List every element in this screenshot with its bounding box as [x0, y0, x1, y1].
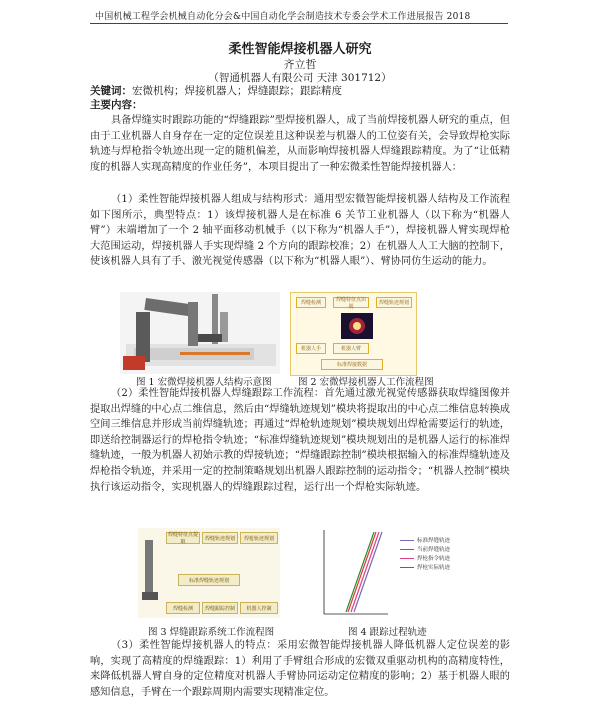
affiliation: （智通机器人有限公司 天津 301712）: [208, 72, 392, 84]
figure-2-workflow: [290, 292, 417, 376]
fig4-line-standard: [354, 532, 382, 612]
figure-3-caption: 图 3 焊缝跟踪系统工作流程图: [148, 627, 275, 638]
fig2-box-arm: 机器人臂: [333, 343, 369, 354]
keywords-text: 宏微机构；焊接机器人；焊缝跟踪；跟踪精度: [132, 85, 342, 97]
running-header: 中国机械工程学会机械自动化分会&中国自动化学会制造技术专委会学术工作进展报告 2018: [95, 12, 471, 22]
figure-1-caption: 图 1 宏微焊接机器人结构示意图: [136, 377, 272, 388]
author: 齐立哲: [283, 58, 317, 71]
paragraph-features: （3）柔性智能焊接机器人的特点：采用宏微智能焊接机器人降低机器人定位误差的影响，实现了高精度的焊缝跟踪：1）利用了手臂组合形成的宏微双重驱动机构的高精度特性，来降低机器人臂自身的定位精度对机器人手臂协同运动定位精度的影响；2）基于机器人眼的感知信息，手臂在一个跟踪周期内需要实现精准定位。: [90, 640, 510, 698]
content-label: 主要内容：: [90, 99, 143, 111]
fig3-box-seam-plan: 焊缝轨迹规划: [202, 532, 238, 544]
figure-4-trajectories: [318, 528, 468, 618]
paragraph-intro: 具备焊缝实时跟踪功能的“焊缝跟踪”型焊接机器人，成了当前焊接机器人研究的重点，但由于工业机器人自身存在一定的定位误差且这种误差与机器人的工位姿有关，会导致焊枪实际轨迹与焊枪指令轨迹出现一定的随机偏差，从而影响焊接机器人焊缝跟踪精度。为了“让低精度的机器人实现高精度的作业任务”，本项目提出了一种宏微柔性智能焊接机器人：: [90, 115, 510, 173]
fig3-box-torch-plan: 焊枪轨迹规划: [240, 532, 278, 544]
fig2-box-standard: 标准焊接数据: [321, 359, 383, 370]
fig3-box-detect: 焊缝检测: [166, 602, 200, 614]
paper-title: 柔性智能焊接机器人研究: [228, 42, 372, 57]
figure-1-robot-photo: [120, 292, 280, 374]
fig3-robot-graphic: [140, 536, 160, 602]
figure-3-tracking-flow: [138, 528, 280, 618]
keywords-label: 关键词：: [90, 85, 132, 97]
figure-4-caption: 图 4 跟踪过程轨迹: [348, 627, 427, 638]
fig4-legend-standard: 标准焊缝轨迹: [400, 536, 450, 544]
header-rule: [90, 23, 508, 24]
fig4-legend-actual: 焊枪实际轨迹: [400, 563, 450, 571]
fig4-line-current: [348, 532, 376, 612]
figure-2-caption: 图 2 宏微焊接机器人工作流程图: [298, 377, 434, 388]
fig3-box-feature: 焊缝特征点提取: [167, 532, 198, 545]
fig4-line-command: [351, 532, 379, 612]
fig2-box-feature: 焊缝特征点识别: [333, 297, 369, 308]
fig2-box-planning: 焊缝轨迹规划: [376, 297, 412, 308]
fig3-box-control: 焊缝跟踪控制: [202, 602, 238, 614]
fig4-legend-command: 焊枪指令轨迹: [400, 554, 450, 562]
keywords-line: [90, 83, 342, 98]
fig4-legend-current: 当前焊缝轨迹: [400, 545, 450, 553]
fig3-box-robot: 机器人控制: [240, 602, 278, 614]
content-heading: [90, 97, 143, 112]
paragraph-tracking-flow: （2）柔性智能焊接机器人焊缝跟踪工作流程：首先通过激光视觉传感器获取焊缝图像并提取出焊缝的中心点二维信息，然后由“焊缝轨迹规划”模块将提取出的中心点二维信息转换成空间三维信息并形成当前焊缝轨迹；再通过“焊枪轨迹规划”模块规划出焊枪需要运行的轨迹，即送给控制器运行的焊枪指令轨迹；“标准焊缝轨迹规划”模块规划出的是机器人运行的标准焊缝轨迹，一般为机器人初始示教的焊接轨迹；“焊缝跟踪控制”模块根据输入的标准焊缝轨迹及焊枪指令轨迹，并采用一定的控制策略规划出机器人跟踪控制的运动指令；“机器人控制”模块执行该运动指令，实现机器人的焊缝跟踪过程，运行出一个焊枪实际轨迹。: [90, 388, 510, 493]
fig3-box-standard: 标准焊缝轨迹规划: [178, 574, 240, 586]
fig2-sensor-graphic: [341, 313, 373, 339]
fig4-line-actual: [346, 532, 374, 612]
paragraph-structure: （1）柔性智能焊接机器人组成与结构形式：通用型宏微智能焊接机器人结构及工作流程如下图所示，典型特点：1）该焊接机器人是在标准 6 关节工业机器人（以下称为“机器人臂”）末端增加了一个 2 轴平面移动机械手（以下称为“机器人手”），焊接机器人臂实现焊枪大范围运动，焊接机器人手实现焊缝 2 个方向的跟踪校准；2）在机器人人工大脑的控制下，使该机器人具有了手、激光视觉传感器（以下称为“机器人眼”）、臂协同仿生运动的能力。: [90, 194, 510, 268]
fig2-box-hand: 机器人手: [296, 343, 326, 354]
fig2-box-detect: 焊缝检测: [296, 297, 326, 308]
